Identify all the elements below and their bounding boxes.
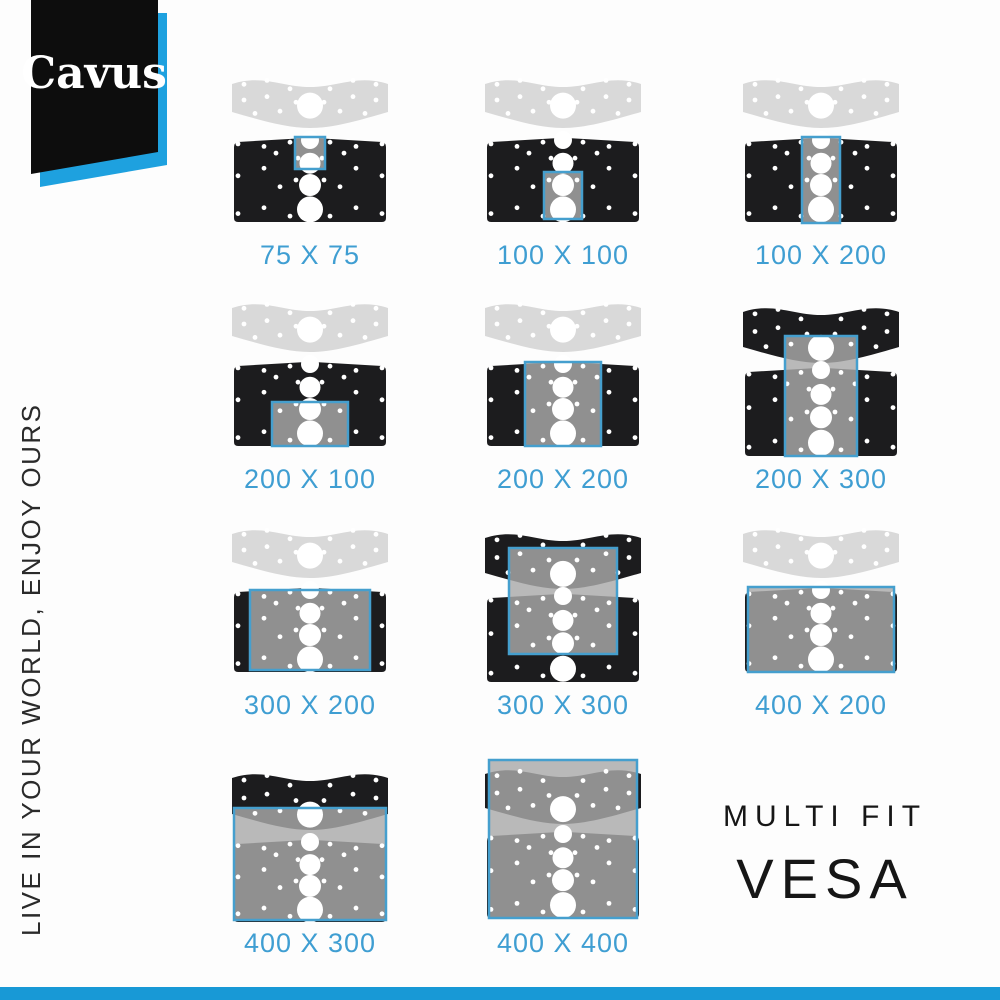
vesa-size-label: 75 X 75 (259, 240, 361, 270)
vesa-cell-100x100 (458, 68, 668, 271)
vesa-size-label: 400 X 300 (243, 928, 377, 958)
headline-block (690, 798, 960, 910)
vesa-plate-illustration (463, 518, 663, 688)
vesa-cell-200x100 (205, 292, 415, 495)
vesa-size-label: 400 X 400 (496, 928, 630, 958)
vesa-cell-300x300 (458, 518, 668, 721)
vesa-plate-illustration (463, 68, 663, 238)
cavus-logo (0, 0, 190, 210)
vesa-size-label: 300 X 200 (243, 690, 377, 720)
vesa-cell-100x200 (716, 68, 926, 271)
vesa-plate-illustration (210, 518, 410, 688)
vesa-size-label: 400 X 200 (754, 690, 888, 720)
vesa-cell-400x200 (716, 518, 926, 721)
footer-accent-bar (0, 987, 1000, 1000)
vesa-cell-300x200 (205, 518, 415, 721)
vesa-cell-200x200 (458, 292, 668, 495)
vesa-size-label: 200 X 200 (496, 464, 630, 494)
logo-wordmark: Cavus (21, 48, 167, 99)
vesa-plate-illustration (721, 292, 921, 462)
vesa-cell-400x400 (458, 756, 668, 959)
vesa-size-label: 100 X 200 (754, 240, 888, 270)
vesa-size-label: 300 X 300 (496, 690, 630, 720)
vesa-plate-illustration (721, 68, 921, 238)
headline-vesa: VESA (736, 847, 914, 910)
vesa-size-label: 100 X 100 (496, 240, 630, 270)
headline-multifit: MULTI FIT (722, 800, 928, 833)
vesa-size-label: 200 X 100 (243, 464, 377, 494)
vesa-plate-illustration (210, 68, 410, 238)
vesa-plate-illustration (463, 756, 663, 926)
vesa-size-label: 200 X 300 (754, 464, 888, 494)
vertical-tagline: LIVE IN YOUR WORLD, ENJOY OURS (16, 402, 46, 936)
vesa-cell-400x300 (205, 756, 415, 959)
vesa-plate-illustration (210, 292, 410, 462)
vesa-plate-illustration (210, 756, 410, 926)
vesa-plate-illustration (721, 518, 921, 688)
vesa-cell-200x300 (716, 292, 926, 495)
vesa-plate-illustration (463, 292, 663, 462)
vesa-cell-75x75 (205, 68, 415, 271)
